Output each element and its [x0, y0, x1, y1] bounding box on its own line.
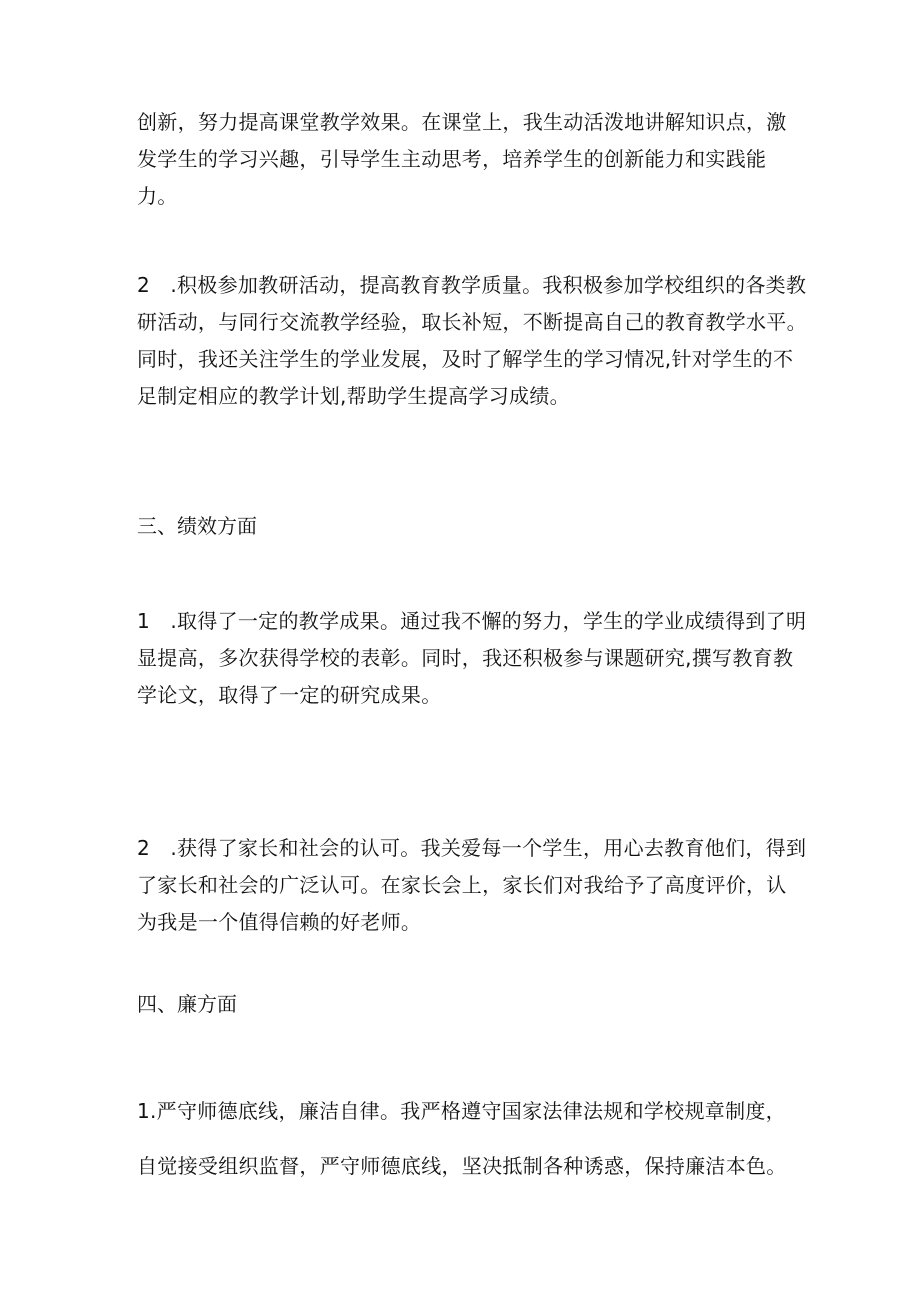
text-line: 2 .积极参加教研活动，提高教育教学质量。我积极参加学校组织的各类教	[137, 273, 807, 297]
paragraph-ethics	[137, 1093, 797, 1185]
text-line: 2 .获得了家长和社会的认可。我关爱每一个学生，用心去教育他们，得到	[137, 836, 807, 860]
text-line: 创新，努力提高课堂教学效果。在课堂上，我生动活泼地讲解知识点，激	[137, 110, 787, 134]
section-heading-performance: 三、绩效方面	[137, 514, 257, 538]
paragraph-recognition	[137, 830, 807, 941]
text-line: 了家长和社会的广泛认可。在家长会上，家长们对我给予了高度评价，认	[137, 873, 787, 897]
text-line: 自觉接受组织监督，严守师德底线，坚决抵制各种诱惑，保持廉洁本色。	[137, 1154, 787, 1178]
text-line: 1.严守师德底线，廉洁自律。我严格遵守国家法律法规和学校规章制度，	[137, 1099, 786, 1123]
text-line: 1 .取得了一定的教学成果。通过我不懈的努力，学生的学业成绩得到了明	[137, 609, 807, 633]
text-line: 为我是一个值得信赖的好老师。	[137, 910, 422, 934]
text-line: 发学生的学习兴趣，引导学生主动思考，培养学生的创新能力和实践能	[137, 147, 767, 171]
section-heading-integrity: 四、廉方面	[137, 992, 237, 1016]
paragraph-research-activities	[137, 267, 807, 415]
text-line: 研活动，与同行交流教学经验，取长补短，不断提高自己的教育教学水平。	[137, 310, 807, 334]
text-line: 显提高，多次获得学校的表彰。同时，我还积极参与课题研究,撰写教育教	[137, 646, 794, 670]
paragraph-teaching-results	[137, 603, 807, 714]
text-line: 足制定相应的教学计划,帮助学生提高学习成绩。	[137, 384, 570, 408]
text-line: 学论文，取得了一定的研究成果。	[137, 683, 442, 707]
text-line: 同时，我还关注学生的学业发展，及时了解学生的学习情况,针对学生的不	[137, 347, 794, 371]
paragraph-teaching-effect	[137, 104, 797, 215]
text-line: 力。	[137, 184, 178, 208]
